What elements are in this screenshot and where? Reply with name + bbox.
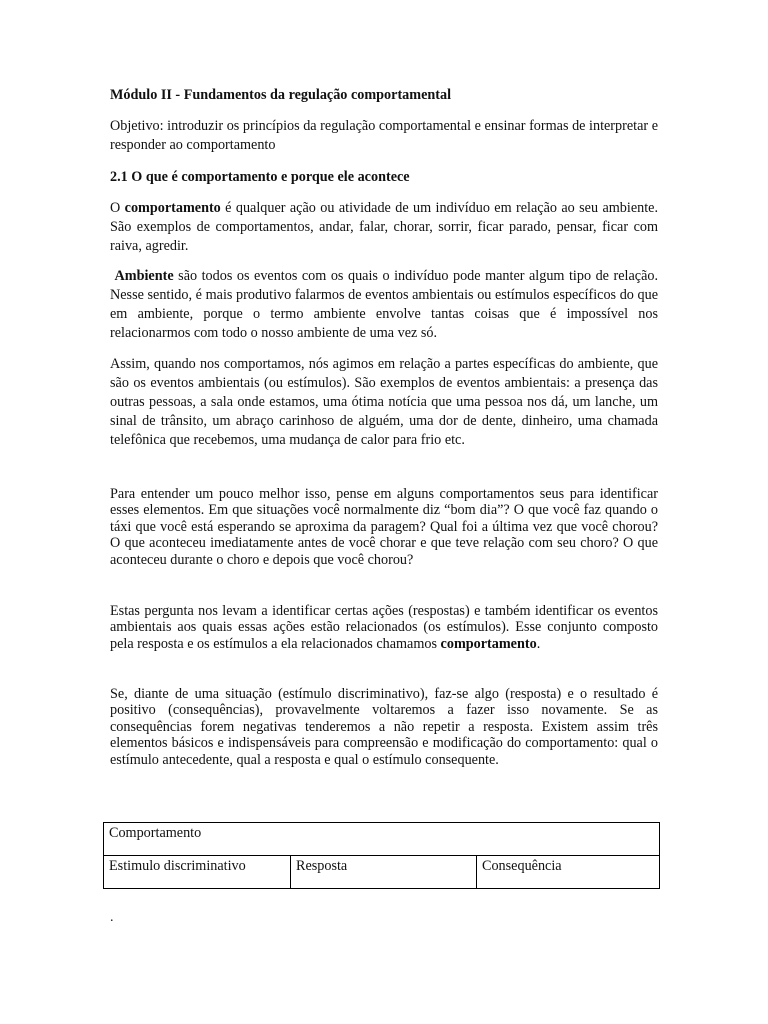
term-ambiente: Ambiente (114, 268, 174, 284)
objective-paragraph: Objetivo: introduzir os princípios da regulação comportamental e ensinar formas de interpretar e responder ao comportamento (110, 118, 658, 153)
paragraph-comportamento (110, 199, 658, 256)
trailing-period: . (110, 910, 114, 925)
paragraph-eventos: Assim, quando nos comportamos, nós agimos em relação a partes específicas do ambiente, que são os eventos ambientais (ou estímulos). São exemplos de eventos ambientais: a presença das outras pessoas, a sala onde estamos, uma ótima notícia que uma pessoa nos dá, um lanche, um sinal de trânsito, um abraço carinhoso de alguém, uma dor de dente, dinheiro, uma chamada telefônica que recebemos, uma mudança de calor para frio etc. (110, 356, 658, 448)
table-row (104, 823, 660, 856)
paragraph-consequencias: Se, diante de uma situação (estímulo discriminativo), faz-se algo (resposta) e o resultado é positivo (consequências), provavelmente voltaremos a fazer isso novamente. Se as consequências forem negativas tenderemos a não repetir a resposta. Existem assim três elementos básicos e indispensáveis para compreensão e modificação do comportamento: qual o estímulo antecedente, qual a resposta e qual o estímulo consequente. (110, 686, 658, 768)
table-header-cell: Comportamento (104, 823, 660, 856)
behavior-table (103, 822, 660, 889)
term-comportamento: comportamento (124, 200, 221, 216)
table-cell-estimulo: Estimulo discriminativo (104, 856, 291, 889)
table-cell-consequencia: Consequência (477, 856, 660, 889)
table-row (104, 856, 660, 889)
paragraph-estimulos (110, 603, 658, 652)
paragraph-suffix: . (536, 635, 541, 652)
module-title: Módulo II - Fundamentos da regulação comportamental (110, 87, 452, 103)
section-heading: 2.1 O que é comportamento e porque ele acontece (110, 169, 410, 185)
paragraph-text: é qualquer ação ou atividade de um indivíduo em relação ao seu ambiente. São exemplos de comportamentos, andar, falar, chorar, sorrir, ficar parado, pensar, ficar com raiva, agredir. (110, 200, 658, 254)
paragraph-prefix: O (110, 200, 125, 216)
paragraph-text: são todos os eventos com os quais o indivíduo pode manter algum tipo de relação. Nesse sentido, é mais produtivo falarmos de eventos ambientais ou estímulos específicos do que em ambiente, porque o termo ambiente envolve tantas coisas que é impossível nos relacionarmos com todo o nosso ambiente de uma vez só. (110, 268, 659, 341)
paragraph-text: Estas pergunta nos levam a identificar certas ações (respostas) e também identificar os eventos ambientais aos quais essas ações estão relacionados (os estímulos). Esse conjunto composto pela resposta e os estímulos a ela relacionados chamamos (110, 603, 658, 652)
paragraph-ambiente (110, 267, 658, 343)
term-comportamento: comportamento (440, 635, 537, 652)
paragraph-perguntas: Para entender um pouco melhor isso, pense em alguns comportamentos seus para identificar esses elementos. Em que situações você normalmente diz “bom dia”? O que você faz quando o táxi que você está esperando se aproxima da paragem? Qual foi a última vez que você chorou? O que aconteceu imediatamente antes de você chorar e que teve relação com seu choro? O que aconteceu durante o choro e depois que você chorou? (110, 486, 658, 568)
table-cell-resposta: Resposta (291, 856, 477, 889)
